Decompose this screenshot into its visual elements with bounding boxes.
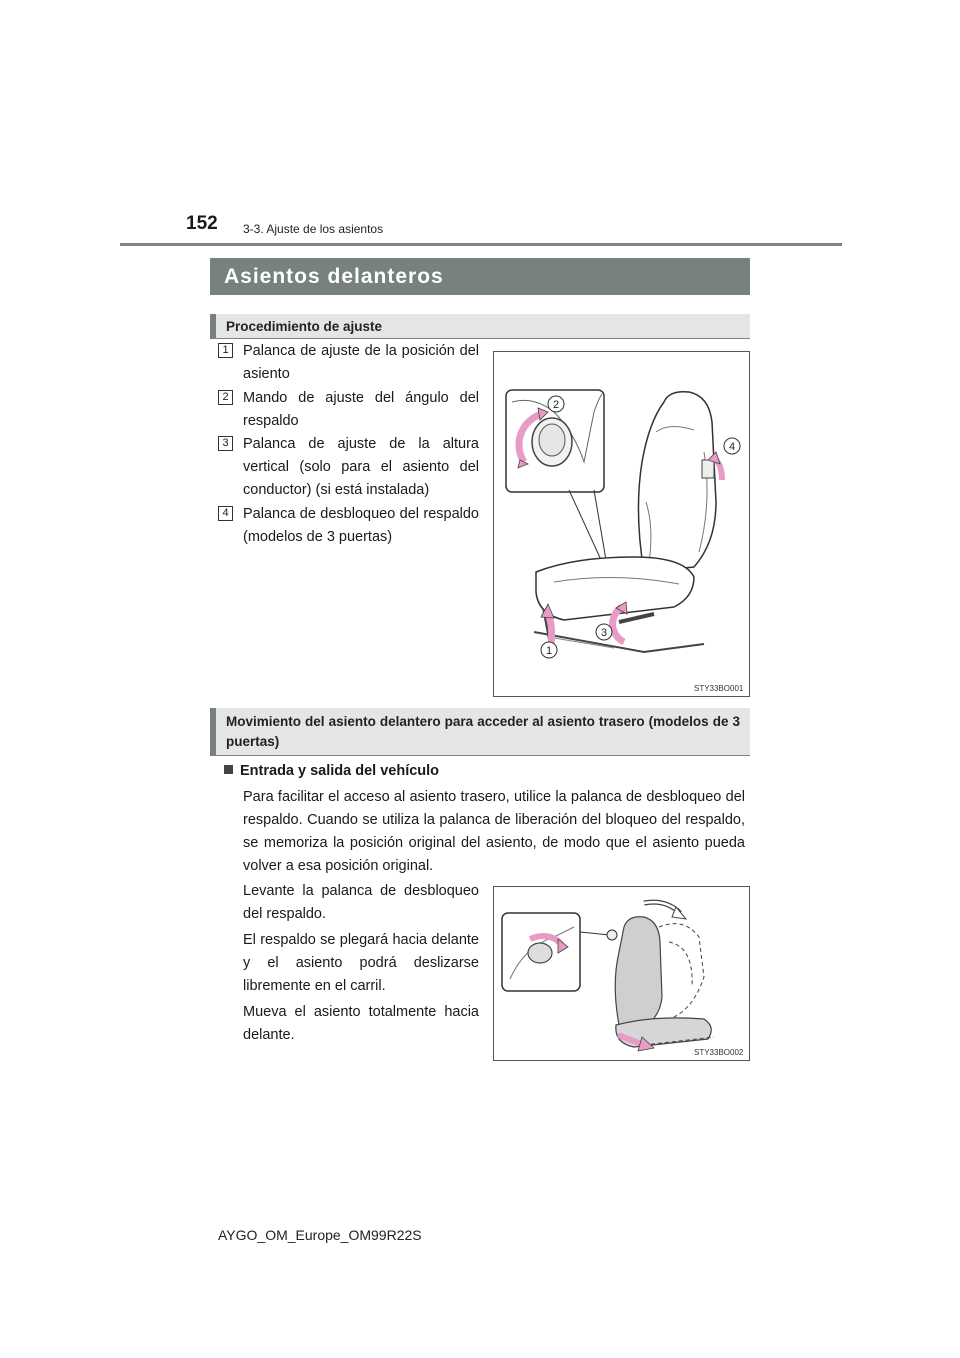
item-number-4: 4: [218, 506, 233, 521]
item-number-3: 3: [218, 436, 233, 451]
item-text-2: Mando de ajuste del ángulo del respaldo: [243, 390, 479, 429]
bullet-heading-text: Entrada y salida del vehículo: [240, 763, 440, 779]
item-number-1: 1: [218, 343, 233, 358]
item-number-2: 2: [218, 390, 233, 405]
seat-illustration: [494, 352, 749, 696]
callout-4: 4: [728, 441, 736, 453]
header-rule: [120, 243, 842, 246]
seat-fold-figure: [493, 886, 750, 1061]
item-text-3: Palanca de ajuste de la altura vertical (solo para el asiento del conductor) (si está instalada): [243, 436, 479, 498]
step-2: El respaldo se plegará hacia delante y el asiento podrá deslizarse libremente en el carril.: [243, 932, 479, 994]
step-1: Levante la palanca de desbloqueo del respaldo.: [243, 883, 479, 922]
callout-3: 3: [600, 627, 608, 639]
procedure-heading: Procedimiento de ajuste: [210, 314, 750, 339]
seat-fold-illustration: [494, 887, 749, 1060]
section-reference: 3-3. Ajuste de los asientos: [243, 222, 384, 236]
callout-1: 1: [545, 645, 553, 657]
bullet-heading: [224, 763, 439, 779]
footer-document-id: AYGO_OM_Europe_OM99R22S: [218, 1227, 422, 1243]
page-number: 152: [186, 213, 218, 234]
item-text-4: Palanca de desbloqueo del respaldo (modelos de 3 puertas): [243, 506, 479, 545]
callout-2: 2: [552, 399, 560, 411]
item-text-1: Palanca de ajuste de la posición del asiento: [243, 343, 479, 382]
figure-code: STY33BO001: [694, 684, 744, 693]
step-3: Mueva el asiento totalmente hacia delante.: [243, 1004, 479, 1043]
bullet-square-icon: [224, 765, 233, 774]
seat-adjustment-figure: [493, 351, 750, 697]
movement-heading: Movimiento del asiento delantero para acceder al asiento trasero (modelos de 3 puertas): [210, 708, 750, 756]
movement-paragraph: Para facilitar el acceso al asiento trasero, utilice la palanca de desbloqueo del respaldo. Cuando se utiliza la palanca de liberación del bloqueo del respaldo, se memoriza la posición original del asiento, de modo que el asiento pueda volver a esa posición original.: [243, 789, 745, 874]
movement-steps: [243, 880, 479, 1050]
figure-code: STY33BO002: [694, 1048, 744, 1057]
page-title: Asientos delanteros: [210, 258, 750, 295]
